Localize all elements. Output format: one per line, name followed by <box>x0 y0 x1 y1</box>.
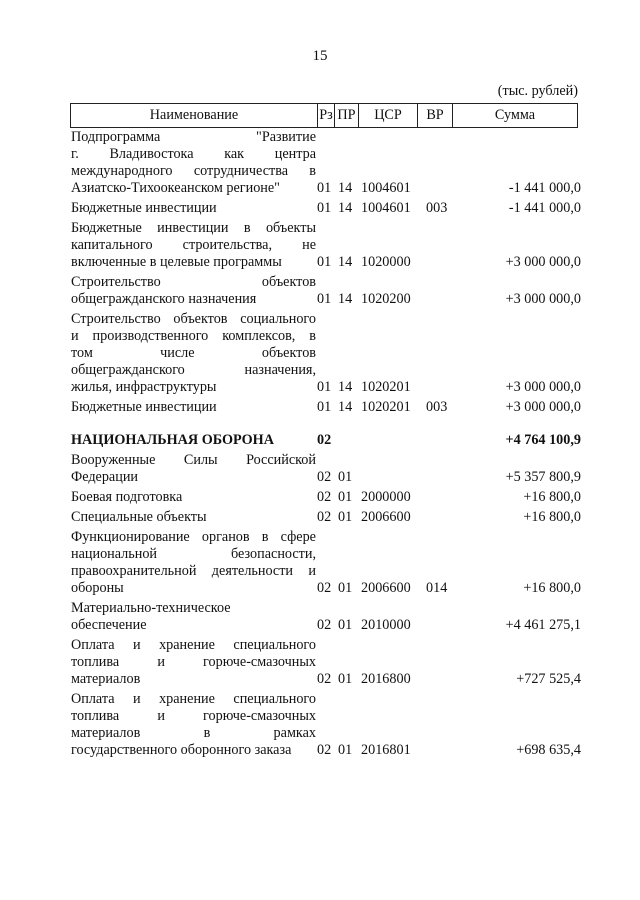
row-vr: 014 <box>426 580 448 596</box>
row-name-line: включенные в целевые программы <box>71 254 282 270</box>
header-pr: ПР <box>335 104 359 128</box>
row-csr: 2000000 <box>361 489 411 505</box>
row-rz: 02 <box>317 617 332 633</box>
row-pr: 01 <box>338 509 353 525</box>
row-sum: +4 764 100,9 <box>505 432 581 448</box>
row-rz: 01 <box>317 291 332 307</box>
table-row <box>71 529 581 597</box>
row-name-line: Специальные объекты <box>71 509 207 525</box>
row-name <box>71 529 316 597</box>
row-name-line: Материально-техническое <box>71 600 231 616</box>
row-pr: 14 <box>338 180 353 196</box>
row-sum: +727 525,4 <box>516 671 581 687</box>
row-rz: 01 <box>317 379 332 395</box>
row-rz: 01 <box>317 399 332 415</box>
row-name-line: общегражданского назначения, <box>71 362 316 378</box>
table-body <box>71 129 581 762</box>
row-sum: +3 000 000,0 <box>505 379 581 395</box>
row-pr: 01 <box>338 469 353 485</box>
row-name-line: Бюджетные инвестиции <box>71 399 217 415</box>
row-csr: 2016801 <box>361 742 411 758</box>
row-name <box>71 509 316 526</box>
row-vr: 003 <box>426 399 448 415</box>
row-name-line: Оплата и хранение специального <box>71 637 316 653</box>
table-row <box>71 489 581 506</box>
row-sum: +16 800,0 <box>523 509 581 525</box>
table-row <box>71 637 581 688</box>
row-sum: -1 441 000,0 <box>508 180 581 196</box>
table-row <box>71 274 581 308</box>
row-name-line: государственного оборонного заказа <box>71 742 292 758</box>
row-csr: 1020201 <box>361 399 411 415</box>
table-row <box>71 311 581 396</box>
table-row <box>71 399 581 416</box>
row-name <box>71 489 316 506</box>
row-name-line: том числе объектов <box>71 345 316 361</box>
row-name-line: и производственного комплексов, в <box>71 328 316 344</box>
row-csr: 1020000 <box>361 254 411 270</box>
row-name <box>71 691 316 759</box>
row-name-line: жилья, инфраструктуры <box>71 379 217 395</box>
row-name-line: обороны <box>71 580 124 596</box>
row-csr: 1020200 <box>361 291 411 307</box>
row-name-line: международного сотрудничества в <box>71 163 316 179</box>
row-sum: +3 000 000,0 <box>505 254 581 270</box>
row-rz: 01 <box>317 254 332 270</box>
row-name-line: капитального строительства, не <box>71 237 316 253</box>
row-sum: +16 800,0 <box>523 489 581 505</box>
row-pr: 01 <box>338 617 353 633</box>
row-name-line: материалов <box>71 671 141 687</box>
row-sum: +16 800,0 <box>523 580 581 596</box>
row-name <box>71 220 316 271</box>
row-name-line: правоохранительной деятельности и <box>71 563 316 579</box>
row-name-line: Боевая подготовка <box>71 489 183 505</box>
row-pr: 01 <box>338 580 353 596</box>
row-sum: +3 000 000,0 <box>505 399 581 415</box>
row-csr: 2006600 <box>361 580 411 596</box>
table-row <box>71 600 581 634</box>
row-name-line: топлива и горюче-смазочных <box>71 708 316 724</box>
row-name-line: национальной безопасности, <box>71 546 316 562</box>
row-name <box>71 311 316 396</box>
row-sum: +5 357 800,9 <box>505 469 581 485</box>
row-name-line: топлива и горюче-смазочных <box>71 654 316 670</box>
row-pr: 14 <box>338 399 353 415</box>
row-name-line: Строительство объектов социального <box>71 311 316 327</box>
row-pr: 01 <box>338 742 353 758</box>
row-rz: 02 <box>317 509 332 525</box>
row-name <box>71 600 316 634</box>
row-csr: 2006600 <box>361 509 411 525</box>
row-pr: 14 <box>338 200 353 216</box>
table-row <box>71 691 581 759</box>
header-name: Наименование <box>71 104 318 128</box>
row-name <box>71 432 316 449</box>
table-row <box>71 452 581 486</box>
row-vr: 003 <box>426 200 448 216</box>
row-name-line: Оплата и хранение специального <box>71 691 316 707</box>
row-csr: 2010000 <box>361 617 411 633</box>
row-name-line: Федерации <box>71 469 139 485</box>
row-rz: 02 <box>317 742 332 758</box>
row-rz: 02 <box>317 580 332 596</box>
row-csr: 1020201 <box>361 379 411 395</box>
row-name <box>71 274 316 308</box>
row-sum: +4 461 275,1 <box>505 617 581 633</box>
table-header <box>70 103 578 128</box>
row-rz: 02 <box>317 489 332 505</box>
row-rz: 02 <box>317 469 332 485</box>
header-sum: Сумма <box>453 104 578 128</box>
row-csr: 1004601 <box>361 200 411 216</box>
row-name-line: обеспечение <box>71 617 147 633</box>
row-sum: +698 635,4 <box>516 742 581 758</box>
row-pr: 01 <box>338 671 353 687</box>
units-label: (тыс. рублей) <box>497 83 578 99</box>
table-row <box>71 129 581 197</box>
row-name-line: Азиатско-Тихоокеанском регионе" <box>71 180 280 196</box>
row-name-line: г. Владивостока как центра <box>71 146 316 162</box>
row-name-line: Подпрограмма "Развитие <box>71 129 316 145</box>
row-name <box>71 200 316 217</box>
table-row <box>71 509 581 526</box>
row-name-line: материалов в рамках <box>71 725 316 741</box>
row-sum: +3 000 000,0 <box>505 291 581 307</box>
row-csr: 2016800 <box>361 671 411 687</box>
row-pr: 14 <box>338 254 353 270</box>
row-pr: 14 <box>338 379 353 395</box>
row-pr: 14 <box>338 291 353 307</box>
row-rz: 01 <box>317 180 332 196</box>
row-name <box>71 637 316 688</box>
row-pr: 01 <box>338 489 353 505</box>
table-row <box>71 220 581 271</box>
row-name-line: Строительство объектов <box>71 274 316 290</box>
row-csr: 1004601 <box>361 180 411 196</box>
row-name <box>71 399 316 416</box>
header-rz: Рз <box>318 104 335 128</box>
page-number: 15 <box>312 48 328 64</box>
row-name-line: Вооруженные Силы Российской <box>71 452 316 468</box>
table-row <box>71 200 581 217</box>
row-sum: -1 441 000,0 <box>508 200 581 216</box>
table-row <box>71 432 581 449</box>
row-name-line: НАЦИОНАЛЬНАЯ ОБОРОНА <box>71 432 274 448</box>
row-name-line: Бюджетные инвестиции <box>71 200 217 216</box>
row-name-line: Бюджетные инвестиции в объекты <box>71 220 316 236</box>
row-name-line: Функционирование органов в сфере <box>71 529 316 545</box>
row-name <box>71 452 316 486</box>
row-rz: 01 <box>317 200 332 216</box>
row-rz: 02 <box>317 671 332 687</box>
row-name <box>71 129 316 197</box>
row-rz: 02 <box>317 432 332 448</box>
row-name-line: общегражданского назначения <box>71 291 257 307</box>
header-vr: ВР <box>418 104 453 128</box>
header-csr: ЦСР <box>359 104 418 128</box>
